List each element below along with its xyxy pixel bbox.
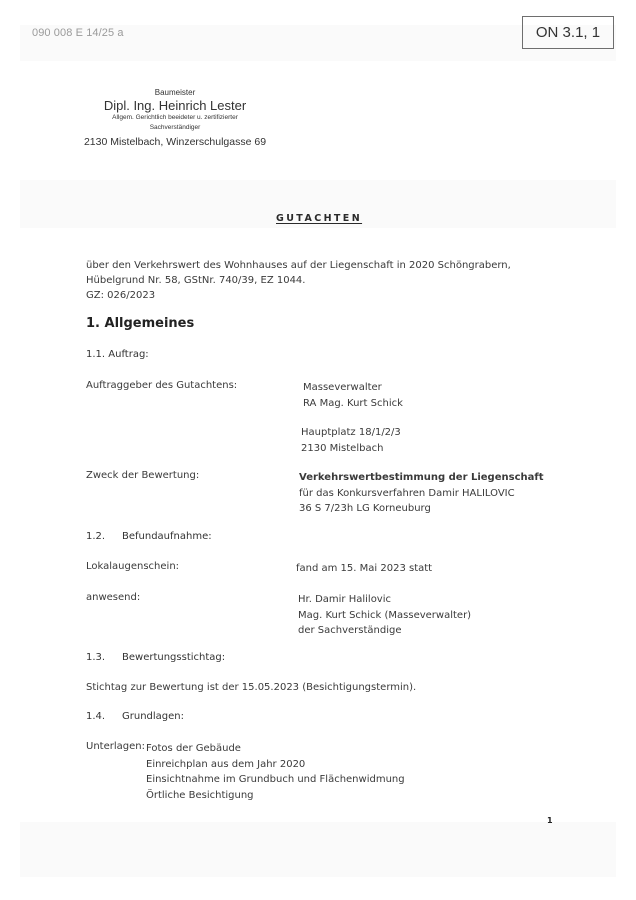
subsection-heading-bewertungsstichtag — [86, 652, 225, 663]
present-line: der Sachverständige — [298, 625, 402, 636]
subsection-number: 1.4. — [86, 711, 106, 722]
letterhead-description-2: Sachverständiger — [149, 124, 201, 131]
letterhead — [80, 88, 270, 149]
subsection-title: Befundaufnahme: — [122, 531, 212, 542]
page-number: 1 — [547, 816, 553, 825]
purpose-line: für das Konkursverfahren Damir HALILOVIC — [299, 487, 515, 499]
intro-line: Hübelgrund Nr. 58, GStNr. 740/39, EZ 1044. — [86, 275, 306, 286]
section-heading-allgemeines: 1. Allgemeines — [86, 316, 195, 331]
subsection-number: 1.3. — [86, 652, 106, 663]
address-line: Hauptplatz 18/1/2/3 — [301, 427, 401, 438]
client-label: Auftraggeber des Gutachtens: — [86, 380, 238, 391]
subsection-heading-grundlagen — [86, 711, 184, 722]
present-value — [298, 592, 471, 639]
letterhead-role: Baumeister — [154, 88, 196, 97]
inspection-value: fand am 15. Mai 2023 statt — [296, 563, 433, 574]
purpose-label: Zweck der Bewertung: — [86, 470, 200, 481]
purpose-line: 36 S 7/23h LG Korneuburg — [299, 503, 431, 514]
documents-item: Einreichplan aus dem Jahr 2020 — [146, 758, 306, 770]
letterhead-name: Dipl. Ing. Heinrich Lester — [103, 98, 247, 113]
scan-shadow-band — [20, 822, 616, 877]
address-line: 2130 Mistelbach — [301, 442, 384, 454]
documents-item: Örtliche Besichtigung — [146, 789, 254, 801]
subsection-title: Bewertungsstichtag: — [122, 652, 226, 663]
document-title: GUTACHTEN — [276, 213, 363, 224]
subsection-title: Grundlagen: — [122, 711, 184, 722]
subsection-heading-befundaufnahme — [86, 531, 212, 542]
present-label: anwesend: — [86, 592, 141, 603]
intro-line: über den Verkehrswert des Wohnhauses auf der Liegenschaft in 2020 Schöngrabern, — [86, 260, 511, 271]
letterhead-address: 2130 Mistelbach, Winzerschulgasse 69 — [83, 136, 267, 148]
intro-line: GZ: 026/2023 — [86, 290, 156, 301]
subsection-heading-auftrag: 1.1. Auftrag: — [86, 349, 149, 360]
letterhead-description: Allgem. Gerichtlich beeideter u. zertifizierter — [112, 114, 238, 121]
present-line: Mag. Kurt Schick (Masseverwalter) — [298, 609, 472, 621]
client-line: Masseverwalter — [303, 382, 382, 393]
inspection-label: Lokalaugenschein: — [86, 561, 180, 572]
present-line: Hr. Damir Halilovic — [298, 594, 392, 605]
intro-paragraph — [86, 258, 511, 303]
documents-item: Fotos der Gebäude — [146, 743, 241, 754]
stichtag-text: Stichtag zur Bewertung ist der 15.05.2023 (Besichtigungstermin). — [86, 682, 417, 693]
file-reference: 090 008 E 14/25 a — [32, 27, 124, 39]
documents-label: Unterlagen: — [86, 741, 145, 752]
client-address — [301, 425, 401, 456]
purpose-value — [299, 470, 544, 517]
subsection-number: 1.2. — [86, 531, 106, 542]
purpose-line: Verkehrswertbestimmung der Liegenschaft — [299, 472, 544, 483]
documents-item: Einsichtnahme im Grundbuch und Flächenwidmung — [146, 774, 405, 785]
documents-list — [146, 741, 405, 803]
client-line: RA Mag. Kurt Schick — [303, 397, 403, 409]
ordnungsnummer-box: ON 3.1, 1 — [522, 16, 614, 49]
client-value — [303, 380, 403, 411]
